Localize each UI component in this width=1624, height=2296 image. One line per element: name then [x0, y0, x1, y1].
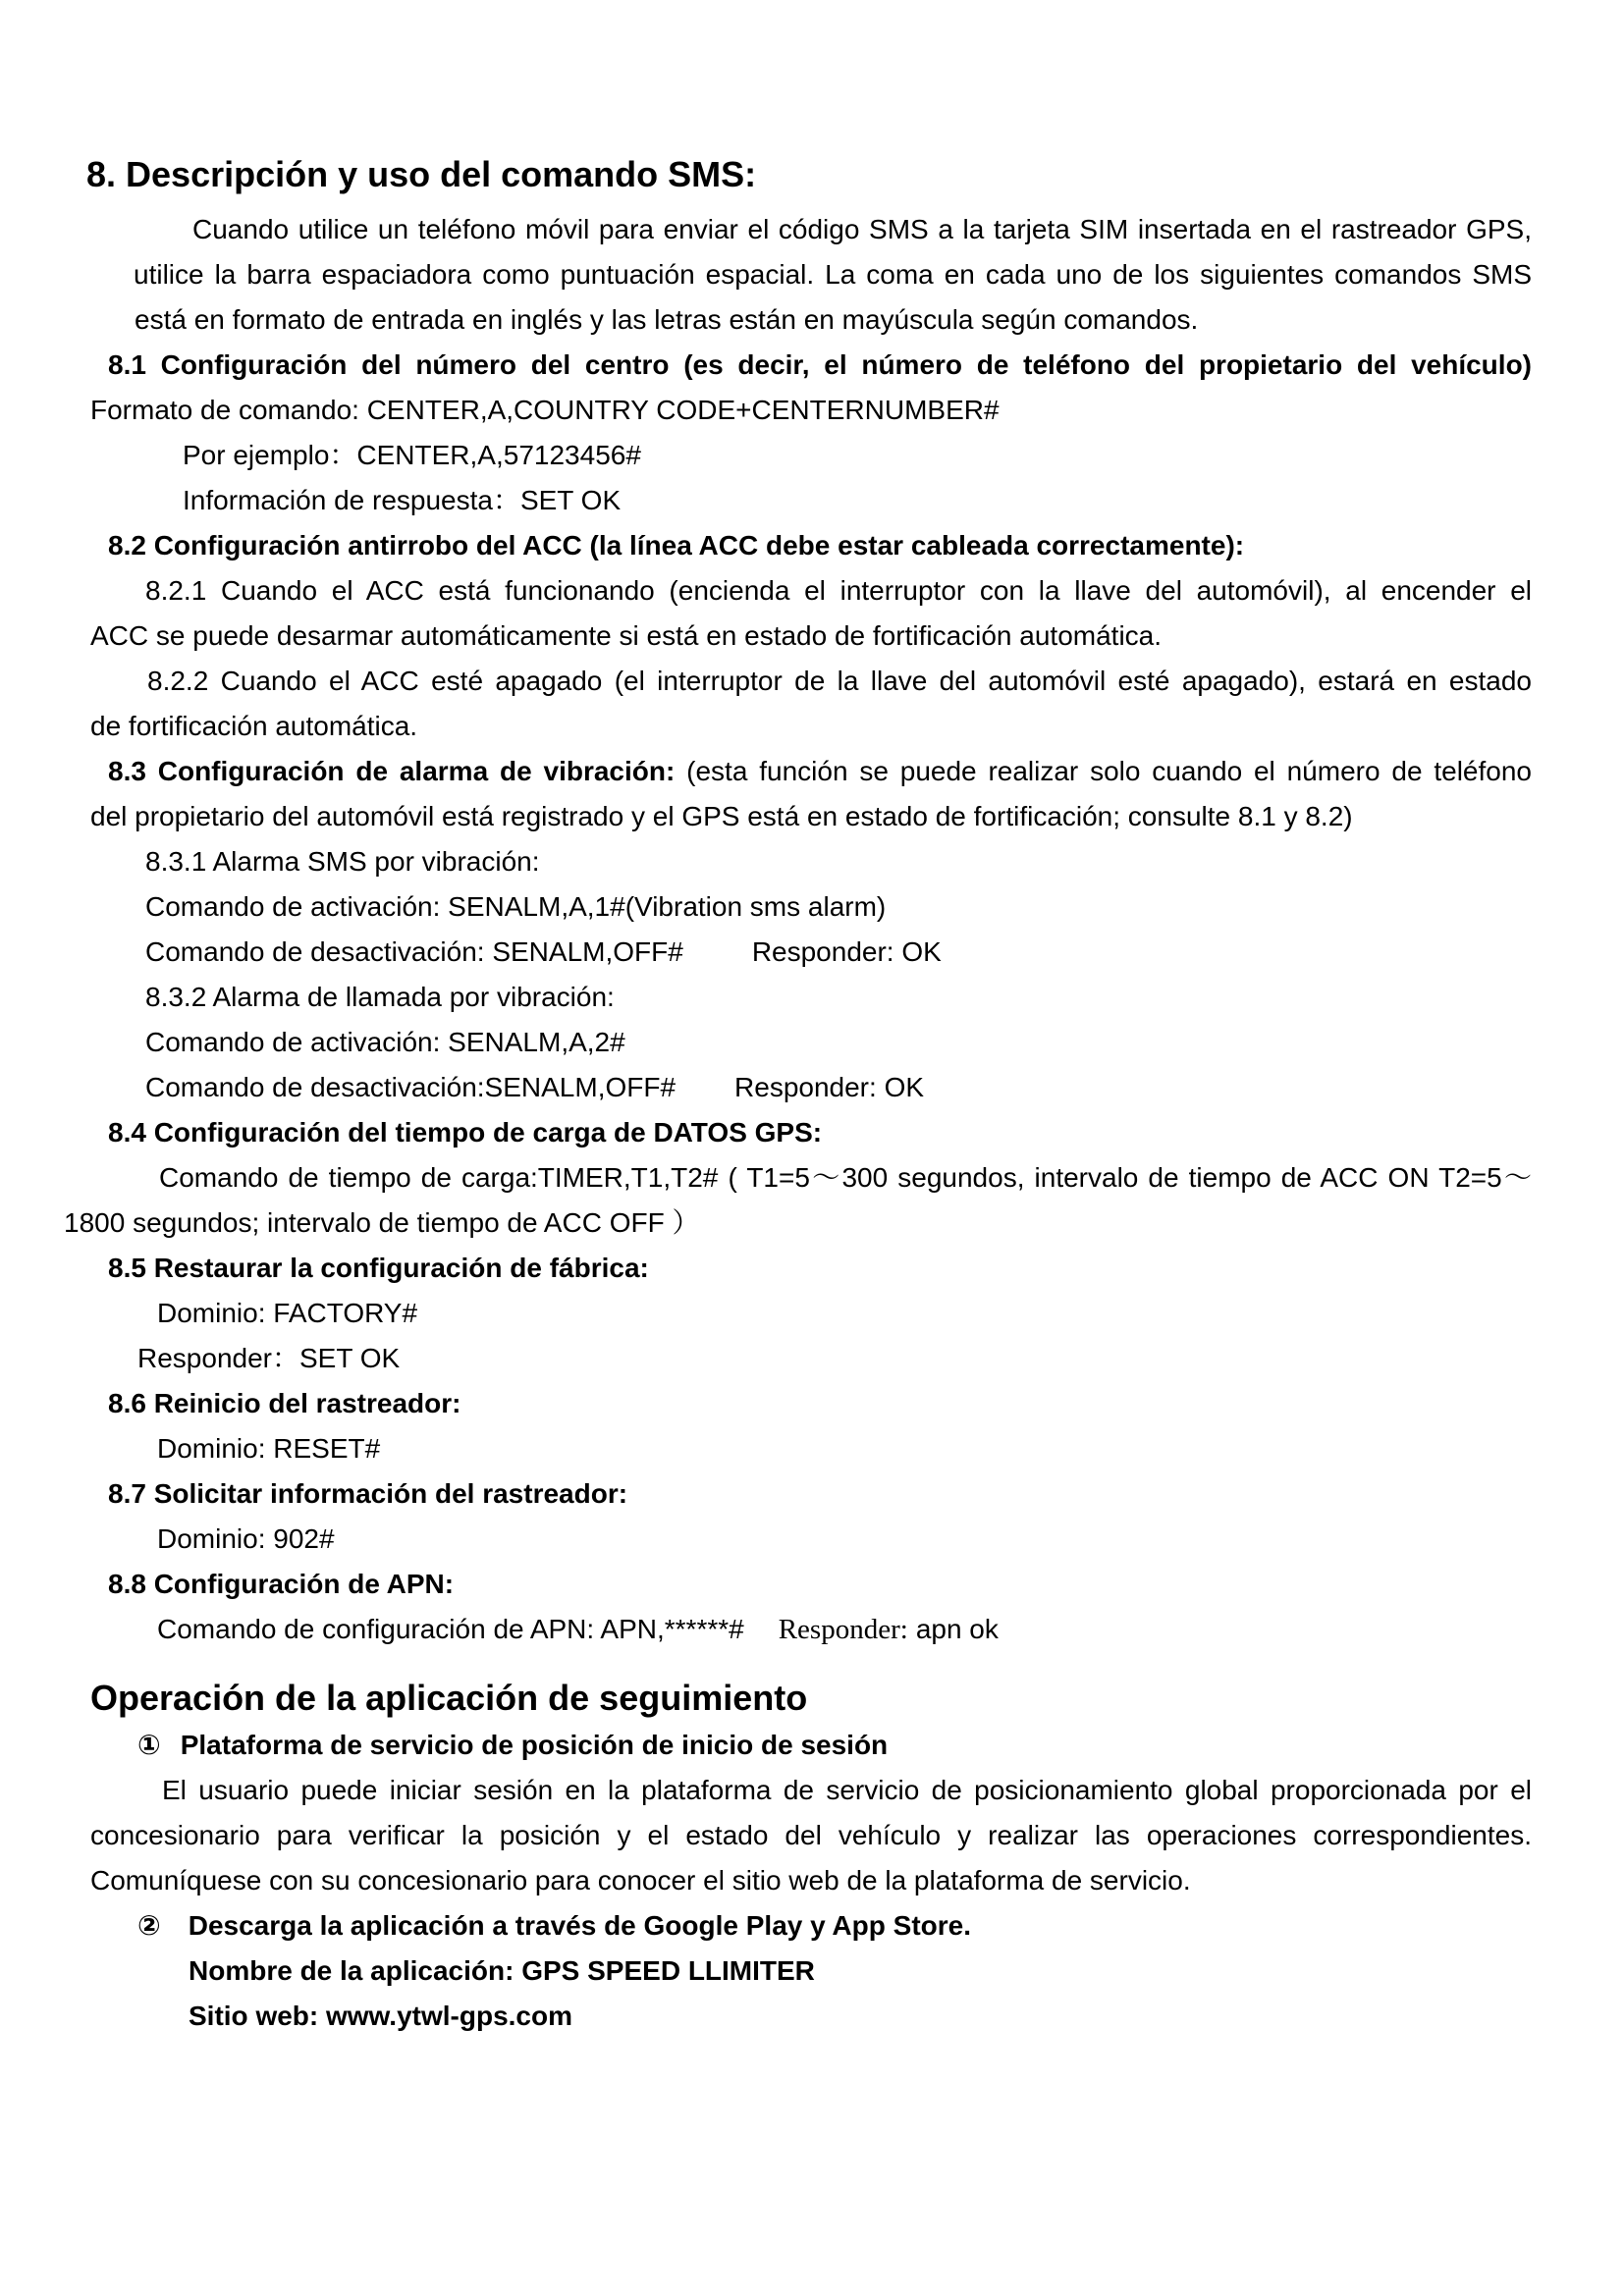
circled-1-marker: ① — [137, 1730, 161, 1760]
s832-deactivate-line — [0, 1065, 1532, 1110]
s88-responder-value: apn ok — [915, 1614, 999, 1644]
section-8-title: 8. Descripción y uso del comando SMS: — [86, 154, 757, 194]
s831-title: 8.3.1 Alarma SMS por vibración: — [145, 846, 540, 877]
intro-line-3: está en formato de entrada en inglés y las letras están en mayúscula según comandos. — [135, 304, 1199, 335]
s832-reply: Responder: OK — [734, 1072, 925, 1102]
s88-command-line — [0, 1607, 1532, 1652]
s831-activate-command: Comando de activación: SENALM,A,1#(Vibration sms alarm) — [145, 891, 887, 922]
s84-command-line-1: Comando de tiempo de carga:TIMER,T1,T2# ( T1=5～300 segundos, intervalo de tiempo de ACC ON T2=5～ — [159, 1162, 1532, 1193]
s85-heading: 8.5 Restaurar la configuración de fábrica: — [108, 1253, 649, 1283]
app-item1-line-3: Comuníquese con su concesionario para conocer el sitio web de la plataforma de servicio. — [90, 1865, 1191, 1896]
s85-responder: Responder：SET OK — [137, 1343, 401, 1373]
app-item1-line-2: concesionario para verificar la posición y el estado del vehículo y realizar las operaciones correspondientes. — [90, 1820, 1532, 1850]
s87-heading: 8.7 Solicitar información del rastreador: — [108, 1478, 628, 1509]
app-item2-heading-line — [0, 1903, 1532, 1949]
s832-title: 8.3.2 Alarma de llamada por vibración: — [145, 982, 615, 1012]
s84-heading: 8.4 Configuración del tiempo de carga de DATOS GPS: — [108, 1117, 823, 1148]
s831-deactivate-line — [0, 930, 1532, 975]
s81-heading: 8.1 Configuración del número del centro (es decir, el número de teléfono del propietario del vehículo) — [108, 349, 1532, 380]
s86-heading: 8.6 Reinicio del rastreador: — [108, 1388, 461, 1418]
s822-line-1: 8.2.2 Cuando el ACC esté apagado (el interruptor de la llave del automóvil esté apagado), estará en estado — [147, 666, 1532, 696]
website-line: Sitio web: www.ytwl-gps.com — [189, 2001, 572, 2031]
app-name-line: Nombre de la aplicación: GPS SPEED LLIMITER — [189, 1955, 815, 1986]
s81-command-format: Formato de comando: CENTER,A,COUNTRY CODE+CENTERNUMBER# — [90, 395, 1000, 425]
app-operation-title: Operación de la aplicación de seguimiento — [90, 1678, 808, 1718]
app-item1-heading-line — [0, 1723, 1532, 1768]
s81-response: Información de respuesta：SET OK — [183, 485, 622, 515]
circled-2-marker: ② — [137, 1910, 161, 1941]
app-item2-heading: Descarga la aplicación a través de Google Play y App Store. — [188, 1910, 971, 1941]
s83-heading-line — [0, 749, 1532, 794]
s81-example: Por ejemplo：CENTER,A,57123456# — [183, 440, 641, 470]
s821-line-1: 8.2.1 Cuando el ACC está funcionando (encienda el interruptor con la llave del automóvil), al encender el — [145, 575, 1532, 606]
s87-domain: Dominio: 902# — [157, 1523, 335, 1554]
s88-apn-command: Comando de configuración de APN: APN,******# — [157, 1614, 744, 1644]
s832-activate-command: Comando de activación: SENALM,A,2# — [145, 1027, 625, 1057]
s83-heading-line-2: del propietario del automóvil está registrado y el GPS está en estado de fortificación; consulte 8.1 y 8.2) — [90, 801, 1353, 831]
s88-heading: 8.8 Configuración de APN: — [108, 1569, 455, 1599]
s88-responder-label: Responder: — [778, 1614, 908, 1645]
s82-heading: 8.2 Configuración antirrobo del ACC (la línea ACC debe estar cableada correctamente): — [108, 530, 1245, 561]
s83-heading-bold: 8.3 Configuración de alarma de vibración: — [108, 756, 676, 786]
s831-reply: Responder: OK — [751, 936, 942, 967]
intro-line-2: utilice la barra espaciadora como puntuación espacial. La coma en cada uno de los siguientes comandos SMS — [134, 259, 1532, 290]
intro-line-1: Cuando utilice un teléfono móvil para enviar el código SMS a la tarjeta SIM insertada en el rastreador GPS, — [192, 214, 1532, 244]
s831-deactivate-command: Comando de desactivación: SENALM,OFF# — [145, 936, 683, 967]
s821-line-2: ACC se puede desarmar automáticamente si está en estado de fortificación automática. — [90, 620, 1163, 651]
s86-domain: Dominio: RESET# — [157, 1433, 381, 1464]
s83-heading-rest: (esta función se puede realizar solo cuando el número de teléfono — [675, 756, 1532, 786]
s832-deactivate-command: Comando de desactivación:SENALM,OFF# — [145, 1072, 677, 1102]
s822-line-2: de fortificación automática. — [90, 711, 418, 741]
app-item1-line-1: El usuario puede iniciar sesión en la plataforma de servicio de posicionamiento global proporcionada por el — [162, 1775, 1532, 1805]
app-item1-heading: Plataforma de servicio de posición de inicio de sesión — [180, 1730, 889, 1760]
s85-domain: Dominio: FACTORY# — [157, 1298, 418, 1328]
s84-command-line-2: 1800 segundos; intervalo de tiempo de ACC OFF ） — [64, 1207, 700, 1238]
